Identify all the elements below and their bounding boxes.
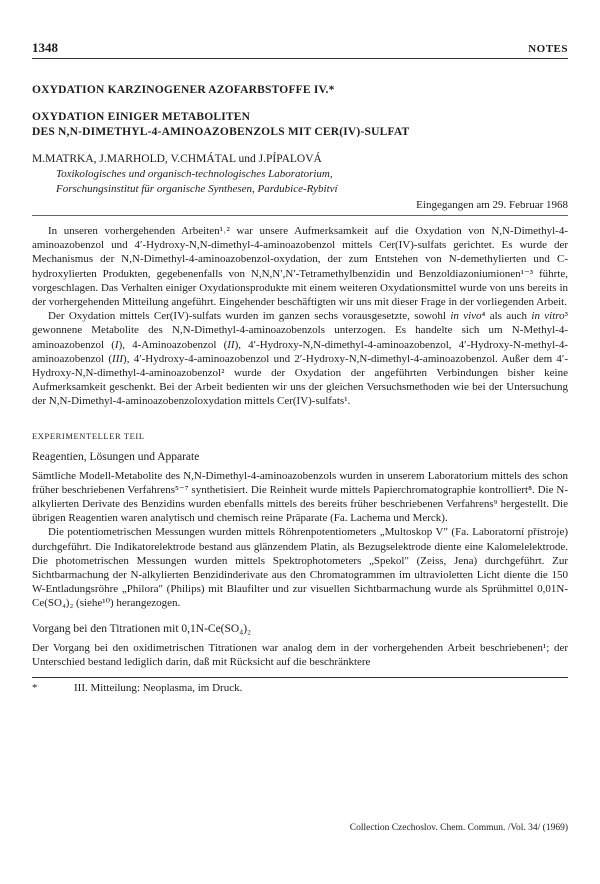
text-italic: in vivo — [450, 310, 482, 323]
text-run: ⁴ als auch — [481, 310, 532, 323]
affiliation-line-1: Toxikologisches und organisch-technologisches Laboratorium, — [56, 168, 333, 180]
compound-label: III — [112, 352, 124, 365]
text-run: ), 4′-Hydroxy-4-aminoazobenzol und 2′-Hydroxy-N,N-dimethyl-4-aminoazobenzol. Außer dem 4′-Hydroxy-N,N-dimethyl-4-aminoazobenzol² wurde der Oxydation der angeführten Verbindungen bisher keine Aufmerksamkeit geschenkt. Bei der Arbeit bedienten wir uns der gleichen Versuchsmethoden wie bei der Untersuchung der N,N-Dimethyl-4-aminoazobenzoloxydation mittels Cer(IV)-sulfats¹. — [32, 352, 568, 408]
article-subtitle-line-1: OXYDATION EINIGER METABOLITEN — [32, 111, 251, 123]
page-header — [32, 40, 568, 59]
page-number: 1348 — [32, 40, 58, 55]
article-title: OXYDATION KARZINOGENER AZOFARBSTOFFE IV.* — [32, 84, 335, 96]
text-run: ), 4-Aminoazobenzol ( — [118, 338, 228, 351]
article-subtitle — [32, 110, 568, 140]
footnote-mark: * — [32, 682, 38, 695]
paragraph-3: Sämtliche Modell-Metabolite des N,N-Dimethyl-4-aminoazobenzols wurden in unserem Laboratorium mittels des schon früher beschriebenen Verfahrens⁵⁻⁷ synthetisiert. Die Reinheit wurde mittels Papierchromatographie kontrolliert⁸. Die N-alkylierten Derivate des Benzidins wurden ebenfalls mittels des bereits früher beschriebenen Verfahrens⁹ hergestellt. Die übrigen Reagentien waren analytisch und chemisch reine Präparate (Fa. Lachema und Merck). — [32, 469, 568, 525]
paragraph-1: In unseren vorhergehenden Arbeiten¹˒² war unsere Aufmerksamkeit auf die Oxydation von N,N-Dimethyl-4-aminoazobenzol und 4′-Hydroxy-N,N-dimethyl-4-aminoazobenzol mittels Cer(IV)-sulfats gerichtet. Es wurde der Mechanismus der N,N-Dimethyl-4-aminoazobenzol-oxydation, der zum Entstehen von N-demethylierten und C-hydroxylierten Produkten, gegebenenfalls von N,N,N′,N′-Tetramethylbenzidin und Benzoldiazoniumionen¹⁻³ führte, vorgeschlagen. Das Verhalten einiger Oxydationsprodukte mit einem weiteren Oxydationsmittel wurde von uns bereits in der vorhergehenden Mitteilung angeführt. Eingehender beschäftigten wir uns mit dieser Frage in der vorliegenden Arbeit. — [32, 225, 568, 309]
page — [32, 40, 568, 694]
affiliation-line-2: Forschungsinstitut für organische Synthesen, Pardubice-Rybitví — [56, 183, 338, 195]
paragraph-2 — [32, 309, 568, 408]
paragraph-5: Der Vorgang bei den oxidimetrischen Titrationen war analog dem in der vorhergehenden Arbeit beschriebenen¹; der Unterschied bestand lediglich darin, daß mit Rücksicht auf die beschränktere — [32, 641, 568, 668]
text-run: Der Oxydation mittels Cer(IV)-sulfats wurden im ganzen sechs vorausgesetzte, sowohl — [48, 310, 451, 323]
footnote-rule — [32, 677, 568, 678]
article-subtitle-line-2: DES N,N-DIMETHYL-4-AMINOAZOBENZOLS MIT CER(IV)-SULFAT — [32, 126, 410, 138]
compound-label: I — [114, 338, 119, 351]
section-heading: EXPERIMENTELLER TEIL — [32, 430, 145, 441]
footnote-text: III. Mitteilung: Neoplasma, im Druck. — [74, 682, 243, 695]
text-italic: in vitro — [531, 310, 565, 323]
received-date: Eingegangen am 29. Februar 1968 — [416, 199, 568, 211]
affiliation — [56, 167, 568, 197]
text-run: ³ gewonnene Metabolite des N,N-Dimethyl-4-aminoazobenzols unterzogen. Es handelte sich um N-Methyl-4-aminoazobenzol ( — [32, 310, 568, 351]
footnote — [32, 682, 568, 694]
running-head: NOTES — [528, 43, 568, 55]
authors: M.MATRKA, J.MARHOLD, V.CHMÁTAL und J.PÍPALOVÁ — [32, 153, 322, 165]
subsection-heading: Reagentien, Lösungen und Apparate — [32, 450, 200, 463]
compound-label: II — [227, 338, 235, 351]
paragraph-4: Die potentiometrischen Messungen wurden mittels Röhrenpotentiometers „Multoskop V" (Fa. Laboratorní přístroje) durchgeführt. Die Indikatorelektrode bestand aus glänzendem Platin, als Bezugselektrode diente eine Kalomelelektrode. Die photometrischen Messungen wurden mittels Spektrophotometers „Spekol" (Zeiss, Jena) durchgeführt. Zur Sichtbarmachung der N-alkylierten Benzidinderivate aus den Chromatogrammen im ultravioletten Licht diente die 150 W-Entladungsröhre „Philora" (Philips) mit Blaufilter und zur visuellen Sichtbarmachung wurde als Sprühmittel 0,01N-Ce(SO₄)₂ (siehe¹⁰) herangezogen. — [32, 526, 568, 610]
journal-citation: Collection Czechoslov. Chem. Commun. /Vol. 34/ (1969) — [349, 823, 568, 833]
title-separator — [32, 215, 568, 216]
article-body — [32, 224, 568, 669]
text-run: ), 4′-Hydroxy-N,N-dimethyl-4-aminoazobenzol, 4′-Hydroxy-N-methyl-4-aminoazobenzol ( — [32, 338, 568, 365]
subsection-heading-2: Vorgang bei den Titrationen mit 0,1N-Ce(SO₄)₂ — [32, 622, 252, 635]
